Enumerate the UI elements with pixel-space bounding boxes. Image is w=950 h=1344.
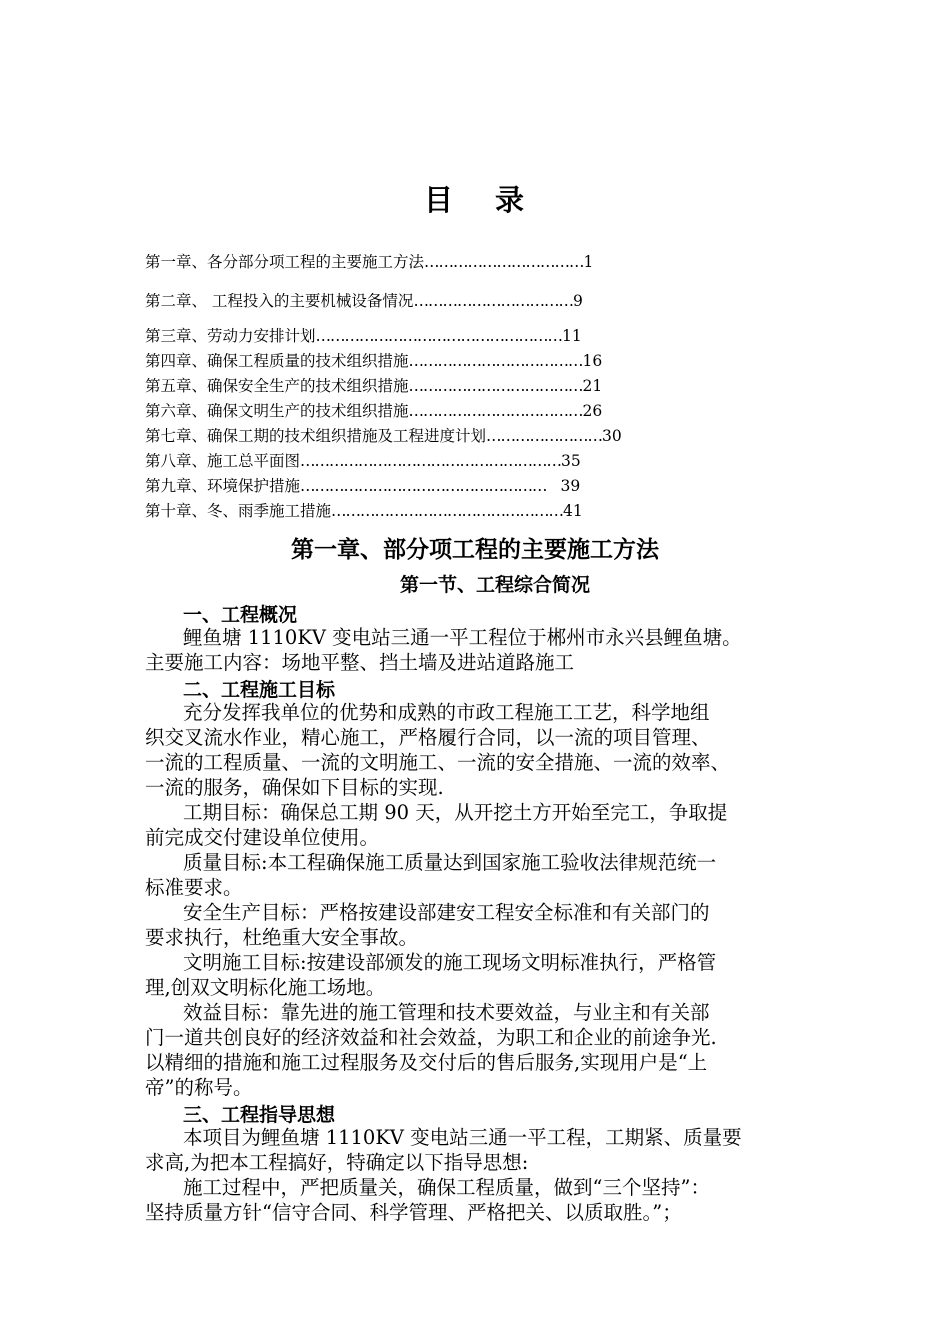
toc-entry-leader: ……………………………… [408, 402, 583, 420]
chapter-title: 第一章、部分项工程的主要施工方法 [291, 537, 659, 563]
toc-title-left: 目 [423, 183, 455, 217]
paragraph-line: 文明施工目标:按建设部颁发的施工现场文明标准执行，严格管 [183, 951, 717, 974]
toc-entry[interactable] [145, 501, 583, 521]
paragraph-line: 质量目标:本工程确保施工质量达到国家施工验收法律规范统一 [183, 851, 717, 874]
toc-entry-label: 第五章、确保安全生产的技术组织措施 [145, 377, 409, 395]
paragraph-line: 织交叉流水作业，精心施工，严格履行合同，以一流的项目管理、 [145, 726, 711, 749]
paragraph-line: 标准要求。 [145, 876, 243, 899]
paragraph-line: 帝”的称号。 [145, 1076, 253, 1099]
toc-entry[interactable] [145, 401, 602, 421]
paragraph-line: 一流的工程质量、一流的文明施工、一流的安全措施、一流的效率、 [145, 751, 731, 774]
toc-entry-leader: …………………………………………… [315, 327, 563, 345]
toc-entry-leader: ………………………………………… [331, 502, 564, 520]
toc-entry[interactable] [145, 351, 602, 371]
toc-entry-label: 第四章、确保工程质量的技术组织措施 [145, 352, 409, 370]
toc-entry-leader: …………………………… [424, 253, 584, 271]
toc-entry-leader: ……………………………………………… [300, 452, 562, 470]
toc-entry-page: 1 [583, 253, 594, 271]
toc-entry-page: 39 [560, 477, 581, 495]
paragraph-line: 安全生产目标：严格按建设部建安工程安全标准和有关部门的 [183, 901, 710, 924]
toc-entry-label: 第九章、环境保护措施 [145, 477, 301, 495]
paragraph-line: 主要施工内容：场地平整、挡土墙及进站道路施工 [145, 651, 575, 674]
paragraph-line: 施工过程中，严把质量关，确保工程质量，做到“三个坚持”： [183, 1176, 710, 1199]
paragraph-line: 鲤鱼塘 1110KV 变电站三通一平工程位于郴州市永兴县鲤鱼塘。 [183, 626, 742, 649]
paragraph-line: 理,创双文明标化施工场地。 [145, 976, 386, 999]
toc-entry[interactable] [145, 476, 580, 496]
paragraph-line: 一流的服务，确保如下目标的实现. [145, 776, 444, 799]
toc-entry-page: 35 [561, 452, 581, 470]
paragraph-line: 门一道共创良好的经济效益和社会效益，为职工和企业的前途争光. [145, 1026, 717, 1049]
toc-title [0, 178, 950, 219]
toc-entry-label: 第一章、各分部分项工程的主要施工方法 [145, 253, 425, 271]
toc-entry-page: 21 [582, 377, 603, 395]
toc-title-right: 录 [495, 183, 527, 217]
toc-entry-label: 第七章、确保工期的技术组织措施及工程进度计划 [145, 427, 487, 445]
toc-entry[interactable] [145, 326, 582, 346]
heading-overview: 一、工程概况 [183, 604, 298, 626]
toc-entry-page: 9 [572, 292, 583, 310]
toc-entry[interactable] [145, 376, 602, 396]
section-title: 第一节、工程综合简况 [399, 574, 590, 596]
toc-entry-label: 第二章、 工程投入的主要机械设备情况 [145, 292, 414, 310]
toc-entry-label: 第六章、确保文明生产的技术组织措施 [145, 402, 409, 420]
toc-entry[interactable] [145, 291, 583, 311]
toc-entry[interactable] [145, 426, 622, 446]
toc-entry-page: 26 [582, 402, 603, 420]
toc-entry[interactable] [145, 252, 593, 272]
paragraph-line: 充分发挥我单位的优势和成熟的市政工程施工工艺，科学地组 [183, 701, 710, 724]
paragraph-line: 坚持质量方针“信守合同、科学管理、严格把关、以质取胜。”； [145, 1201, 682, 1224]
paragraph-line: 求高,为把本工程搞好，特确定以下指导思想: [145, 1151, 529, 1174]
heading-guiding-thought: 三、工程指导思想 [183, 1104, 336, 1126]
toc-entry-page: 16 [582, 352, 603, 370]
heading-goals: 二、工程施工目标 [183, 679, 336, 701]
toc-entry-label: 第八章、施工总平面图 [145, 452, 301, 470]
toc-entry-leader: ……………………………… [408, 352, 583, 370]
toc-entry-page: 30 [602, 427, 622, 445]
toc-entry-leader: …………………… [486, 427, 603, 445]
paragraph-line: 效益目标：靠先进的施工管理和技术要效益，与业主和有关部 [183, 1001, 710, 1024]
paragraph-line: 本项目为鲤鱼塘 1110KV 变电站三通一平工程，工期紧、质量要 [183, 1126, 742, 1149]
paragraph-line: 要求执行，杜绝重大安全事故。 [145, 926, 419, 949]
toc-entry-leader: …………………………… [413, 292, 573, 310]
toc-entry-label: 第三章、劳动力安排计划 [145, 327, 316, 345]
toc-entry-label: 第十章、冬、雨季施工措施 [145, 502, 332, 520]
toc-entry-leader: ……………………………… [408, 377, 583, 395]
toc-entry-page: 11 [562, 327, 582, 345]
paragraph-line: 以精细的措施和施工过程服务及交付后的售后服务,实现用户是“上 [145, 1051, 708, 1074]
toc-entry-leader: …………………………………………… [300, 477, 547, 495]
paragraph-line: 工期目标：确保总工期 90 天，从开挖土方开始至完工，争取提 [183, 801, 728, 824]
paragraph-line: 前完成交付建设单位使用。 [145, 826, 380, 849]
toc-entry-page: 41 [563, 502, 583, 520]
toc-entry[interactable] [145, 451, 581, 471]
